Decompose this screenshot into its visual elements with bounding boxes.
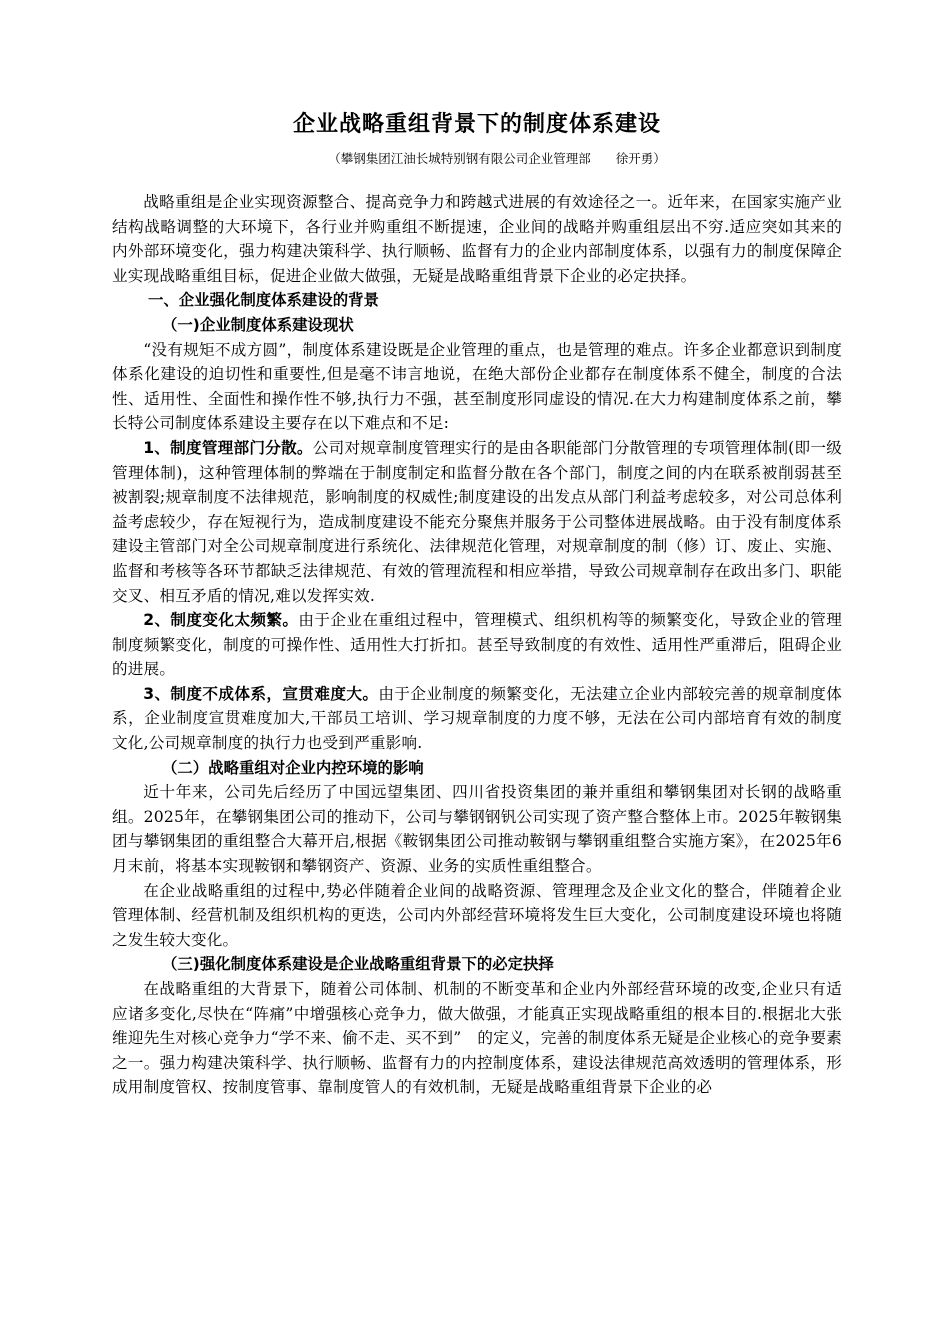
point-1-lead: 1、制度管理部门分散。	[143, 438, 313, 457]
document-page	[112, 110, 842, 1100]
point-1-text: 公司对规章制度管理实行的是由各职能部门分散管理的专项管理体制(即一级管理体制)，这种管理体制的弊端在于制度制定和监督分散在各个部门，制度之间的内在联系被削弱甚至被割裂;规章制度不法律规范，影响制度的权威性;制度建设的出发点从部门利益考虑较多，对公司总体利益考虑较少，存在短视行为，造成制度建设不能充分聚焦并服务于公司整体进展战略。由于没有制度体系建设主管部门对全公司规章制度进行系统化、法律规范化管理，对规章制度的制（修）订、废止、实施、监督和考核等各环节都缺乏法律规范、有效的管理流程和相应举措，导致公司规章制存在政出多门、职能交叉、相互矛盾的情况,难以发挥实效.	[112, 438, 842, 605]
point-2-lead: 2、制度变化太频繁。	[143, 611, 299, 630]
subsection-2-paragraph-2: 在企业战略重组的过程中,势必伴随着企业间的战略资源、管理理念及企业文化的整合，伴随着企业管理体制、经营机制及组织机构的更迭，公司内外部经营环境将发生巨大变化，公司制度建设环境也将随之发生较大变化。	[112, 881, 842, 949]
point-3-text: 由于企业制度的频繁变化，无法建立企业内部较完善的规章制度体系，企业制度宣贯难度加大,干部员工培训、学习规章制度的力度不够，无法在公司内部培育有效的制度文化,公司规章制度的执行力也受到严重影响.	[112, 684, 842, 753]
point-2-paragraph	[112, 608, 842, 682]
subsection-heading-2: （二）战略重组对企业内控环境的影响	[162, 758, 424, 777]
point-3-lead: 3、制度不成体系，宣贯难度大。	[143, 684, 379, 703]
point-3-paragraph	[112, 682, 842, 756]
subsection-heading-1: （一)企业制度体系建设现状	[162, 315, 354, 334]
author-affiliation: （攀钢集团江油长城特别钢有限公司企业管理部 徐开勇）	[328, 151, 666, 166]
point-2-text: 由于企业在重组过程中，管理模式、组织机构等的频繁变化，导致企业的管理制度频繁变化，制度的可操作性、适用性大打折扣。甚至导致制度的有效性、适用性严重滞后，阻碍企业的进展。	[112, 611, 842, 679]
subsection-3-paragraph: 在战略重组的大背景下，随着公司体制、机制的不断变革和企业内外部经营环境的改变,企业只有适应诸多变化,尽快在“阵痛”中增强核心竞争力，做大做强，才能真正实现战略重组的根本目的.根据北大张维迎先生对核心竞争力“学不来、偷不走、买不到” 的定义，完善的制度体系无疑是企业核心的竞争要素之一。强力构建决策科学、执行顺畅、监督有力的内控制度体系，建设法律规范高效透明的管理体系，形成用制度管权、按制度管事、靠制度管人的有效机制，无疑是战略重组背景下企业的必	[112, 980, 842, 1097]
subsection-heading-3: （三)强化制度体系建设是企业战略重组背景下的必定抉择	[162, 955, 554, 974]
page-title: 企业战略重组背景下的制度体系建设	[292, 112, 661, 137]
section-heading-1: 一、企业强化制度体系建设的背景	[148, 291, 379, 310]
subsection-2-paragraph-1: 近十年来，公司先后经历了中国远望集团、四川省投资集团的兼并重组和攀钢集团对长钢的战略重组。2025年，在攀钢集团公司的推动下，公司与攀钢钢钒公司实现了资产整合整体上市。2025年鞍钢集团与攀钢集团的重组整合大幕开启,根据《鞍钢集团公司推动鞍钢与攀钢重组整合实施方案》，在2025年6月末前，将基本实现鞍钢和攀钢资产、资源、业务的实质性重组整合。	[112, 783, 842, 876]
intro-paragraph: 战略重组是企业实现资源整合、提高竞争力和跨越式进展的有效途径之一。近年来，在国家实施产业结构战略调整的大环境下，各行业并购重组不断提速，企业间的战略并购重组层出不穷.适应突如其来的内外部环境变化，强力构建决策科学、执行顺畅、监督有力的企业内部制度体系，以强有力的制度保障企业实现战略重组目标，促进企业做大做强，无疑是战略重组背景下企业的必定抉择。	[112, 193, 842, 285]
subsection-1-paragraph: “没有规矩不成方圆”，制度体系建设既是企业管理的重点，也是管理的难点。许多企业都意识到制度体系化建设的迫切性和重要性,但是毫不讳言地说，在绝大部份企业都存在制度体系不健全，制度的合法性、适用性、全面性和操作性不够,执行力不强，甚至制度形同虚设的情况.在大力构建制度体系之前，攀长特公司制度体系建设主要存在以下难点和不足:	[112, 340, 842, 433]
point-1-paragraph	[112, 436, 842, 608]
